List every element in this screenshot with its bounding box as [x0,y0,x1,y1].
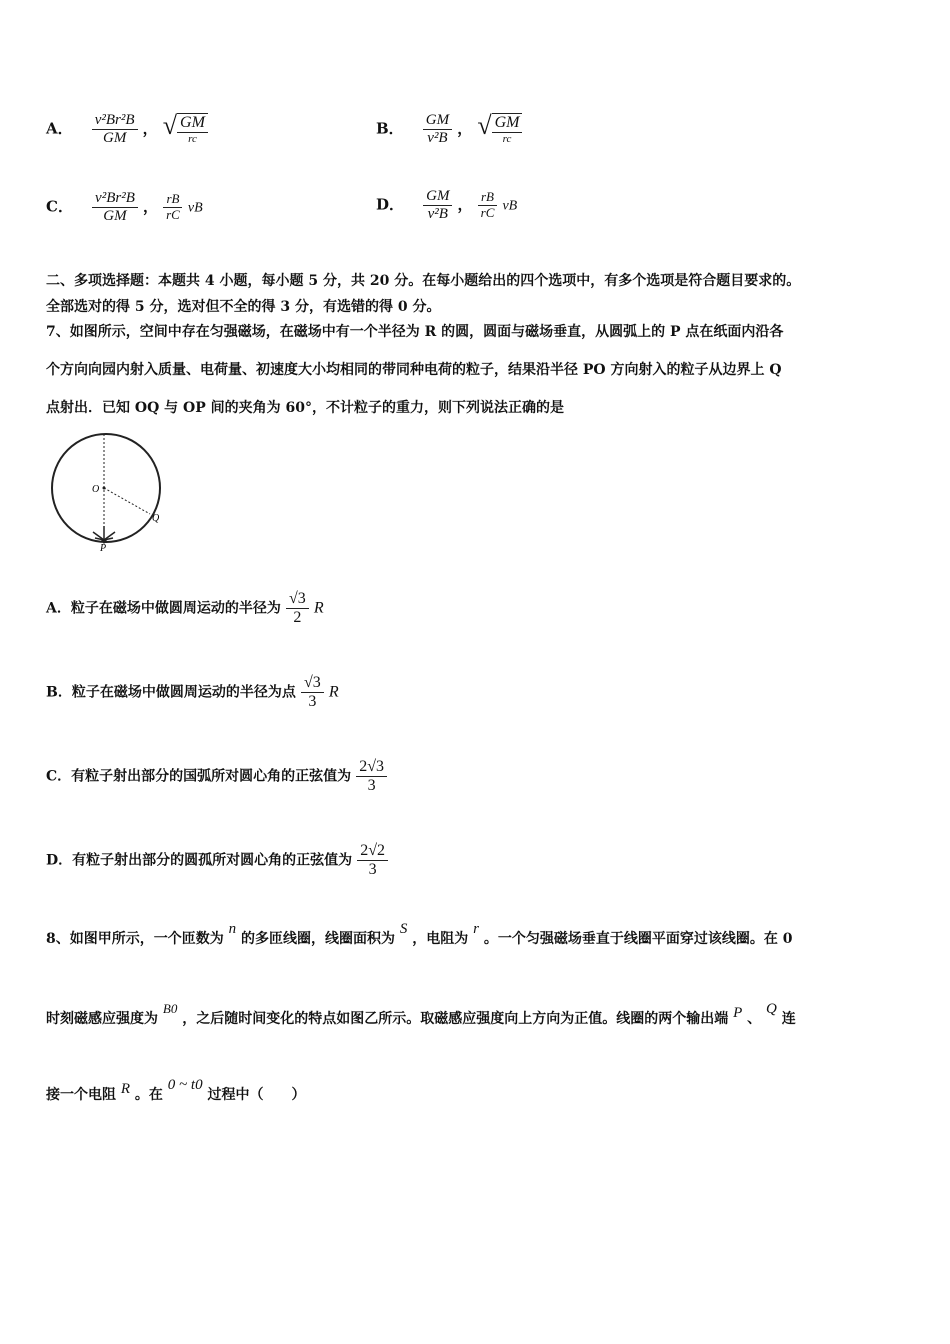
q6-d-tail: vB [502,198,518,214]
q8-l2d: 连 [781,1011,796,1027]
q7-line2: 个方向向园内射入质量、电荷量、初速度大小均相同的带同种电荷的粒子，结果沿半径 PO 方向射入的粒子从边界上 Q [46,362,782,378]
q7-b-text: B．粒子在磁场中做圆周运动的半径为点 [46,684,296,701]
q8-l2b: ，之后随时间变化的特点如图乙所示。取磁感应强度向上方向为正值。线圈的两个输出端 [182,1011,729,1027]
q8-l1r: r [473,921,479,937]
oq-radius-line [104,488,150,514]
q7-b-fraction [301,674,324,710]
label-p: P [100,543,107,553]
q7-a-num: √3 [286,590,309,609]
q8-l3t: 0 ~ t0 [167,1077,203,1093]
q6-option-d-label: D． [376,195,405,214]
q7-option-a[interactable] [46,590,324,626]
q7-line3: 点射出．已知 OQ 与 OP 间的夹角为 60°，不计粒子的重力，则下列说法正确的是 [46,400,564,416]
q6-option-a-label: A． [46,119,73,138]
q8-l1c: ，电阻为 [412,931,469,947]
q7-a-tail: R [313,599,324,617]
q7-a-fraction [286,590,309,626]
q6-d-f2-den: rC [480,204,495,220]
q7-b-den: 3 [308,692,317,710]
q6-option-b[interactable] [376,112,522,146]
q7-d-num: 2√2 [357,842,388,861]
q7-c-fraction [356,758,387,794]
q8-l2c: 、 [747,1011,762,1027]
q6-a-sep: ， [142,119,158,138]
q8-line1 [46,921,793,948]
q7-c-den: 3 [367,776,376,794]
q7-c-num: 2√3 [356,758,387,777]
q6-b-f1-den: v²B [427,129,448,146]
q6-a-sqrt [163,113,208,145]
q7-d-text: D．有粒子射出部分的圆孤所对圆心角的正弦值为 [46,852,353,869]
q6-c-fraction-1 [92,190,138,224]
particle-arrows-icon [93,526,115,540]
q8-l3c: 过程中（ ） [207,1087,306,1103]
q6-a-f2-num: GM [177,114,208,133]
q6-a-f1-den: GM [102,129,127,146]
label-o: O [92,484,100,495]
q8-l3a: 接一个电阻 [46,1087,116,1103]
q6-b-f1-num: GM [423,112,452,130]
q8-l3r: R [120,1081,131,1097]
q7-b-num: √3 [301,674,324,693]
q6-d-fraction-2 [478,190,498,220]
q8-l2a: 时刻磁感应强度为 [46,1011,158,1027]
q7-d-fraction [357,842,388,878]
q7-a-den: 2 [293,608,302,626]
q8-l2b0: B0 [162,1001,178,1016]
q6-b-f2-num: GM [492,114,523,133]
q8-l1d: 。一个匀强磁场垂直于线圈平面穿过该线圈。在 0 [483,931,793,947]
q6-c-f1-num: v²Br²B [92,190,138,208]
q7-option-b[interactable] [46,674,339,710]
q8-l2q: Q [766,1001,777,1017]
q6-d-f1-num: GM [423,188,452,206]
q8-line2 [46,1001,796,1028]
q6-a-f2-den: rc [188,132,197,145]
q8-l1n: n [228,921,237,937]
q6-option-d[interactable] [376,188,517,222]
q6-b-sep: ， [457,119,473,138]
q7-circle-figure [46,428,176,553]
q6-d-f2-num: rB [478,190,497,205]
q8-l1s: S [399,921,408,937]
sqrt-icon: √ [162,111,178,141]
q6-b-fraction-1 [423,112,452,146]
q6-c-f2-num: rB [163,192,182,207]
q6-option-a[interactable] [46,112,208,146]
q7-d-den: 3 [368,860,377,878]
q6-c-tail: vB [187,200,203,216]
q7-option-c[interactable] [46,758,387,794]
section2-line2: 全部选对的得 5 分，选对但不全的得 3 分，有选错的得 0 分。 [46,299,441,315]
q6-a-fraction-1 [92,112,138,146]
q6-c-sep: ， [142,197,158,216]
magnetic-field-circle [52,434,160,542]
q7-option-d[interactable] [46,842,388,878]
q6-a-f1-num: v²Br²B [92,112,138,130]
center-point [103,487,106,490]
q6-d-f1-den: v²B [427,205,448,222]
q8-line3 [46,1077,306,1104]
section2-line1: 二、多项选择题：本题共 4 小题，每小题 5 分，共 20 分。在每小题给出的四个选项中，有多个选项是符合题目要求的。 [46,273,801,289]
q6-option-c[interactable] [46,190,203,224]
q6-option-c-label: C． [46,197,73,216]
q6-c-f1-den: GM [103,207,127,224]
q7-b-tail: R [328,683,339,701]
label-q: Q [152,513,160,524]
q8-l3b: 。在 [134,1087,163,1103]
q7-c-text: C．有粒子射出部分的国弧所对圆心角的正弦值为 [46,768,352,785]
q6-c-fraction-2 [163,192,183,222]
q7-a-text: A．粒子在磁场中做圆周运动的半径为 [46,600,281,617]
q6-b-f2-den: rc [502,132,512,145]
q6-option-b-label: B． [376,119,404,138]
q8-l1a: 8、如图甲所示，一个匝数为 [46,931,224,947]
q6-d-sep: ， [457,195,473,214]
q8-l1b: 的多匝线圈，线圈面积为 [241,931,395,947]
q6-c-f2-den: rC [166,206,180,222]
q6-d-fraction-1 [423,188,452,222]
q7-line1: 7、如图所示，空间中存在匀强磁场，在磁场中有一个半径为 R 的圆，圆面与磁场垂直，从圆弧上的 P 点在纸面内沿各 [46,324,784,340]
q8-l2p: P [733,1005,743,1021]
sqrt-icon: √ [477,111,492,141]
q6-b-sqrt [477,113,522,145]
